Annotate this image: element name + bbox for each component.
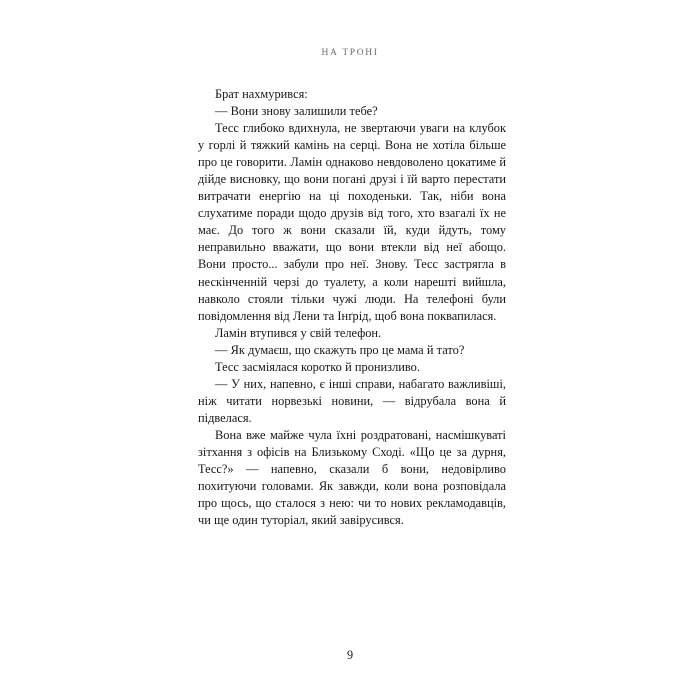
paragraph: Брат нахмурився: bbox=[215, 87, 308, 101]
paragraph: — Як думаєш, що скажуть про це мама й тато? bbox=[215, 342, 465, 357]
paragraph: — У них, напевно, є інші справи, набагато важливіші, ніж читати норвезькі новини, — відрубала вона й підвелася. bbox=[198, 376, 506, 425]
running-head: НА ТРОНІ bbox=[321, 48, 379, 58]
paragraph: Ламін втупився у свій телефон. bbox=[215, 325, 382, 340]
paragraph: Тесс засміялася коротко й пронизливо. bbox=[215, 359, 420, 374]
paragraph: Тесс глибоко вдихнула, не звертаючи уваги на клубок у горлі й тяжкий камінь на серці. Вона не хотіла більше про це говорити. Ламін однаково невдоволено цокатиме й дійде висновку, що вони погані друзі і їй варто перестати витрачати енергію на ці походеньки. Так, ніби вона слухатиме поради щодо друзів від того, хто взагалі їх не має. До того ж вони сказали їй, куди йдуть, тому неправильно вважати, що вони втекли від неї абощо. Вони просто... забули про неї. Знову. Тесс застрягла в нескінченній черзі до туалету, а коли нарешті вийшла, навколо стояли тільки чужі люди. На телефоні були повідомлення від Лени та Інґрід, щоб вона поквапилася. bbox=[198, 121, 506, 323]
paragraph: — Вони знову залишили тебе? bbox=[215, 104, 378, 119]
body-text-block bbox=[198, 86, 506, 529]
page-number: 9 bbox=[346, 648, 354, 662]
paragraph: Вона вже майже чула їхні роздратовані, насмішкуваті зітхання з офісів на Близькому Сході. «Що це за дурня, Тесс?» — напевно, сказали б вони, недовірливо похитуючи головами. Як завжди, коли вона розповідала про щось, що сталося з нею: чи то нових рекламодавців, чи ще один туторіал, який завірусився. bbox=[198, 427, 506, 528]
